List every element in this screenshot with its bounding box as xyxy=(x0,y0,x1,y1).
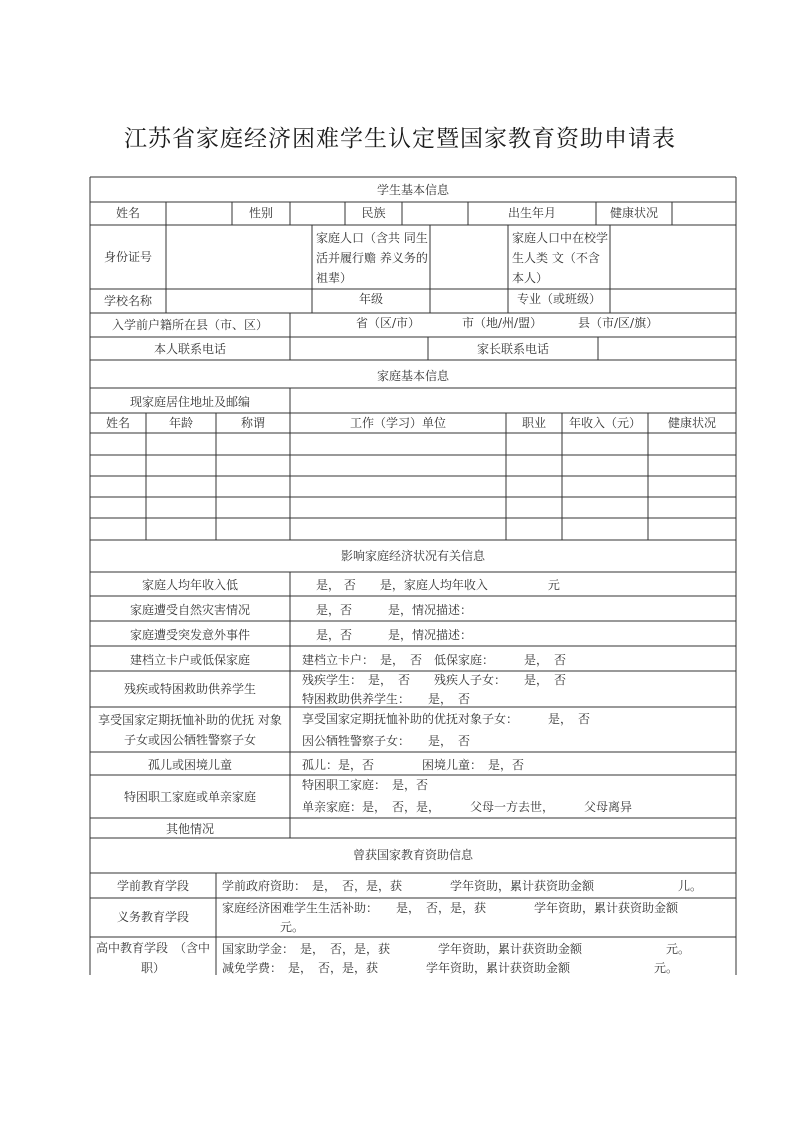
label-hukou-province: 省（区/市） xyxy=(356,316,421,330)
impact-label-orphan: 孤儿或困境儿童 xyxy=(147,758,232,772)
label-gender: 性别 xyxy=(248,206,273,220)
aid-value-preschool: 学前政府资助： 是， 否，是，获 学年资助，累计获资助金额 儿。 xyxy=(222,879,703,893)
family-col-workplace: 工作（学习）单位 xyxy=(349,416,446,430)
impact-label-accident: 家庭遭受突发意外事件 xyxy=(129,628,250,642)
label-id-number: 身份证号 xyxy=(103,250,152,264)
family-col-health: 健康状况 xyxy=(667,416,716,430)
impact-label-other: 其他情况 xyxy=(165,822,214,836)
label-school-name: 学校名称 xyxy=(103,294,152,308)
aid-value-high-school-2: 减免学费： 是， 否，是，获 学年资助，累计获资助金额 元。 xyxy=(222,961,679,975)
label-address: 现家庭居住地址及邮编 xyxy=(129,395,250,409)
impact-label-martyr: 享受国家定期抚恤补助的优抚 对象子女或因公牺牲警察子女 xyxy=(98,713,282,747)
label-major: 专业（或班级） xyxy=(516,292,601,306)
impact-label-poverty-file: 建档立卡户或低保家庭 xyxy=(129,653,250,667)
impact-value-disaster: 是，否 是，情况描述： xyxy=(316,603,473,617)
family-col-job: 职业 xyxy=(521,416,546,430)
label-school-population: 家庭人口中在校学生人类 文（不含本人） xyxy=(512,231,609,285)
section-family-info: 家庭基本信息 xyxy=(376,369,449,383)
aid-value-high-school: 国家助学金： 是， 否，是，获 学年资助，累计获资助金额 元。 xyxy=(222,942,691,956)
label-family-population: 家庭人口（含共 同生活并履行赡 养义务的祖辈） xyxy=(316,231,428,285)
label-phone-self: 本人联系电话 xyxy=(153,342,226,356)
label-hukou-city: 市（地/州/盟） xyxy=(462,316,543,330)
section-aid-info: 曾获国家教育资助信息 xyxy=(352,848,473,862)
family-col-income: 年收入（元） xyxy=(568,416,641,430)
aid-value-compulsory: 家庭经济困难学生生活补助： 是， 否，是，获 学年资助，累计获资助金额 xyxy=(222,901,679,915)
impact-value-single-parent: 特困职工家庭： 是，否 xyxy=(302,778,429,792)
label-hukou-county: 县（市/区/旗） xyxy=(578,316,659,330)
impact-label-single-parent: 特困职工家庭或单亲家庭 xyxy=(123,790,256,804)
aid-label-high-school: 高中教育学段 （含中职） xyxy=(95,941,210,975)
label-grade: 年级 xyxy=(358,292,383,306)
impact-value-low-income: 是， 否 是，家庭人均年收入 元 xyxy=(316,578,560,592)
impact-label-disaster: 家庭遭受自然灾害情况 xyxy=(129,603,250,617)
family-col-relation: 称谓 xyxy=(240,416,265,430)
impact-value-orphan: 孤儿：是，否 困境儿童： 是，否 xyxy=(302,758,525,772)
impact-value-accident: 是，否 是，情况描述： xyxy=(316,628,473,642)
aid-label-compulsory: 义务教育学段 xyxy=(116,910,189,924)
label-hukou: 入学前户籍所在县（市、区） xyxy=(111,318,268,332)
label-birth: 出生年月 xyxy=(507,206,556,220)
label-health: 健康状况 xyxy=(609,206,658,220)
impact-value-disability-2: 特困救助供养学生： 是， 否 xyxy=(302,692,471,706)
aid-label-preschool: 学前教育学段 xyxy=(116,879,189,893)
page-title: 江苏省家庭经济困难学生认定暨国家教育资助申请表 xyxy=(124,126,676,152)
impact-value-martyr-2: 因公牺牲警察子女： 是， 否 xyxy=(302,734,471,748)
label-ethnicity: 民族 xyxy=(361,206,386,220)
impact-label-disability: 残疾或特困救助供养学生 xyxy=(123,682,256,696)
impact-value-disability: 残疾学生： 是， 否 残疾人子女： 是， 否 xyxy=(302,673,567,687)
impact-value-single-parent-2: 单亲家庭：是， 否，是， 父母一方去世， 父母离异 xyxy=(302,800,633,814)
impact-value-martyr: 享受国家定期抚恤补助的优抚对象子女： 是， 否 xyxy=(302,712,591,726)
family-col-name: 姓名 xyxy=(105,416,130,430)
impact-value-poverty-file: 建档立卡户： 是， 否 低保家庭： 是， 否 xyxy=(302,653,567,667)
family-col-age: 年龄 xyxy=(168,416,193,430)
section-impact-info: 影响家庭经济状况有关信息 xyxy=(340,549,485,563)
label-phone-parent: 家长联系电话 xyxy=(476,342,549,356)
section-student-info: 学生基本信息 xyxy=(376,183,449,197)
aid-value-compulsory-2: 元。 xyxy=(280,920,305,934)
label-name: 姓名 xyxy=(115,206,140,220)
impact-label-low-income: 家庭人均年收入低 xyxy=(141,578,238,592)
